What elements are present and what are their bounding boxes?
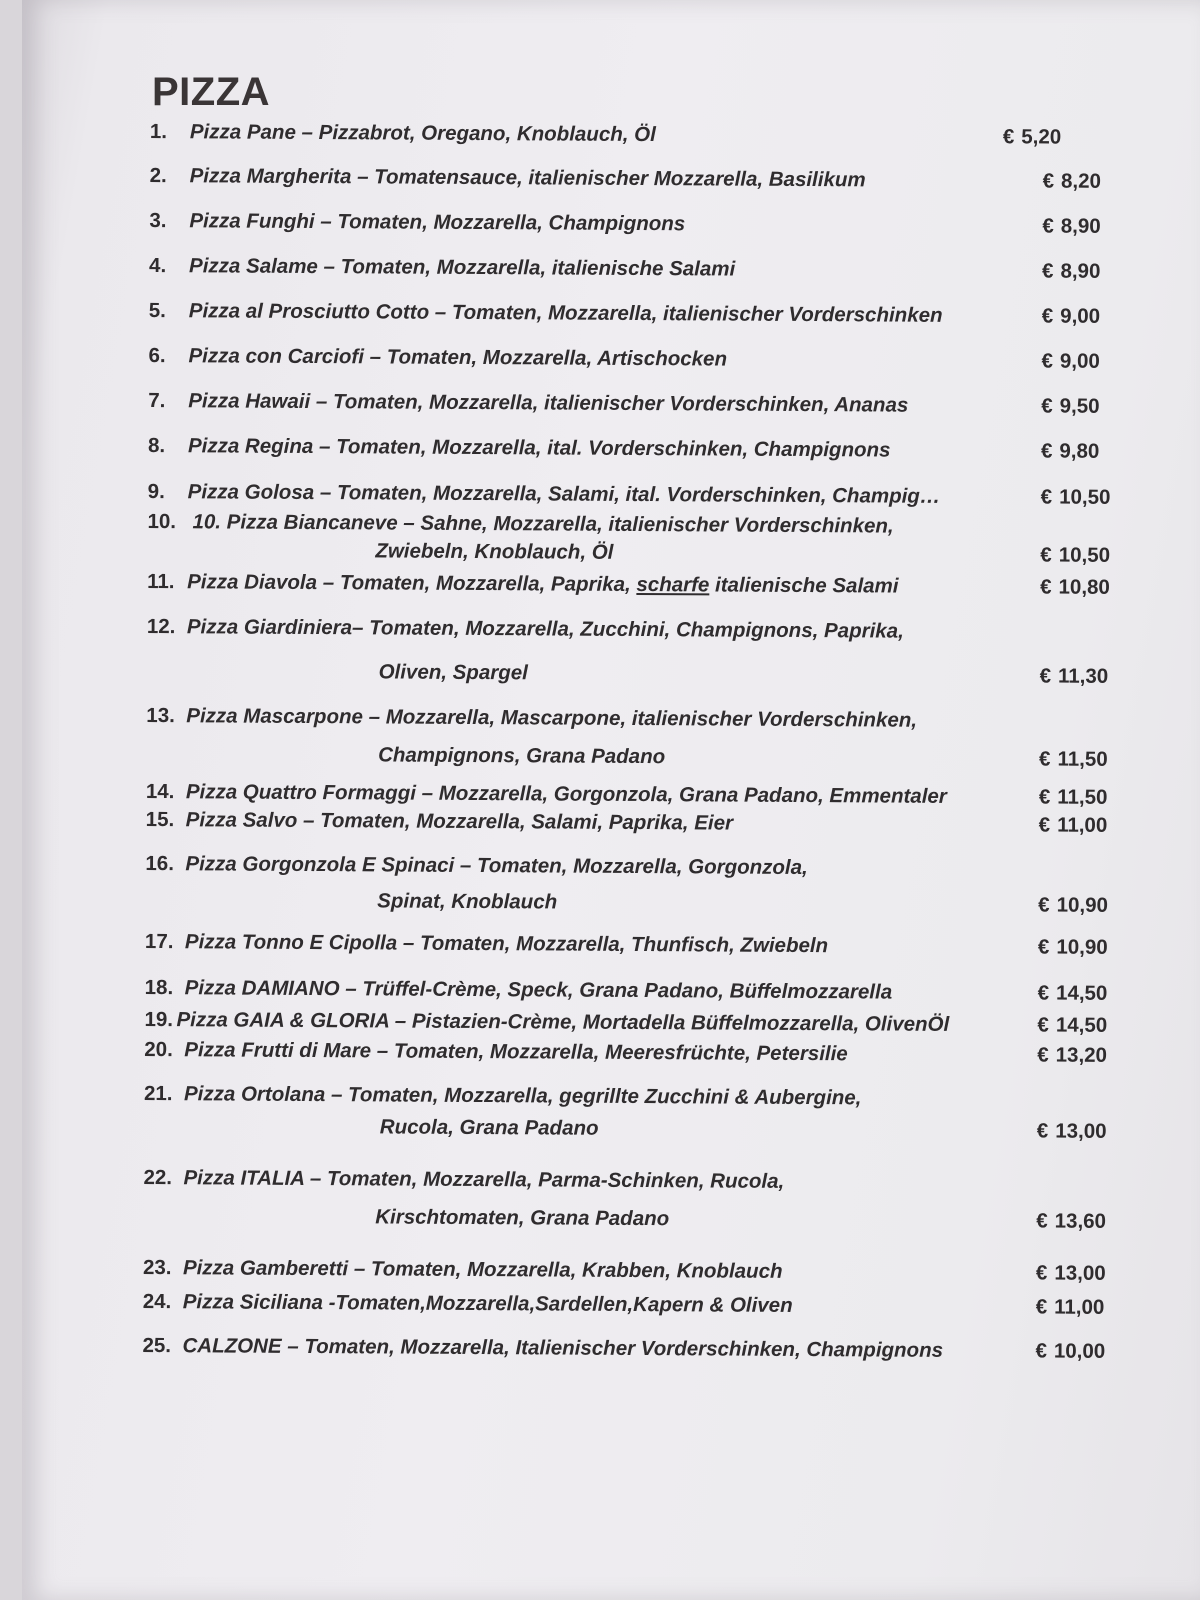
- item-price: € 9,00: [1041, 304, 1101, 328]
- item-price: € 10,90: [1037, 935, 1108, 959]
- item-name: Pizza Salame: [189, 254, 318, 279]
- item-description-continued: Oliven, Spargel: [378, 660, 528, 685]
- item-description: Pistazien-Crème, Mortadella Büffelmozzarella, OlivenÖl: [411, 1009, 950, 1036]
- item-price: € 14,50: [1037, 1013, 1108, 1037]
- item-number: 6.: [148, 343, 166, 368]
- item-description: Tomaten, Mozzarella, Champignons: [337, 210, 686, 236]
- item-description: Tomaten, Mozzarella, Gorgonzola,: [476, 854, 808, 880]
- item-price: € 10,80: [1040, 575, 1110, 599]
- item-name: Pizza Frutti di Mare: [184, 1038, 372, 1063]
- item-number: 23.: [142, 1255, 172, 1280]
- menu-item: 17. Pizza Tonno E Cipolla – Tomaten, Mozzarella, Thunfisch, Zwiebeln € 10,90: [145, 928, 1130, 962]
- item-name: Pizza Regina: [187, 434, 314, 459]
- item-description: Tomaten, Mozzarella, italienischer Vorderschinken, Ananas: [332, 390, 909, 417]
- item-number: 20.: [144, 1037, 173, 1062]
- menu-item: 12. Pizza Giardiniera– Tomaten, Mozzarella, Zucchini, Champignons, Paprika, Oliven, Spargel € 11,30: [147, 613, 1132, 691]
- item-description: Tomaten, Mozzarella, Krabben, Knoblauch: [370, 1257, 783, 1283]
- item-description: Tomaten, Mozzarella, Salami, Paprika, Eier: [320, 809, 734, 835]
- item-description: Tomaten, Mozzarella, italienischer Vorderschinken: [451, 300, 943, 327]
- item-description: Tomaten, Mozzarella, Parma-Schinken, Rucola,: [326, 1167, 785, 1193]
- item-name: Pizza Funghi: [189, 209, 315, 234]
- item-number: 12.: [146, 614, 176, 639]
- item-description: Tomaten, Mozzarella, italienische Salami: [340, 255, 736, 281]
- item-number: 19.: [144, 1007, 174, 1032]
- item-description-continued: Champignons, Grana Padano: [378, 743, 666, 769]
- item-name: Pizza DAMIANO: [184, 976, 340, 1001]
- item-number: 10.: [147, 509, 177, 534]
- item-number: 4.: [149, 253, 167, 278]
- menu-item: 23. Pizza Gamberetti – Tomaten, Mozzarella, Krabben, Knoblauch € 13,00: [143, 1254, 1128, 1288]
- item-number: 21.: [143, 1081, 173, 1106]
- item-number: 5.: [148, 298, 167, 323]
- menu-item: 6. Pizza con Carciofi – Tomaten, Mozzarella, Artischocken € 9,00: [148, 342, 1133, 376]
- item-name: Pizza Siciliana: [182, 1290, 323, 1315]
- item-number: 14.: [145, 779, 175, 804]
- item-name: Pizza con Carciofi: [188, 344, 365, 369]
- item-name: Pizza Mascarpone: [186, 704, 364, 729]
- item-description: Sahne, Mozzarella, italienischer Vorderschinken,: [420, 511, 894, 538]
- item-description: Tomaten, Mozzarella, ital. Vorderschinken, Champignons: [336, 435, 891, 462]
- menu-item: 14. Pizza Quattro Formaggi – Mozzarella, Gorgonzola, Grana Padano, Emmentaler € 11,50: [146, 778, 1131, 812]
- item-name: Pizza Quattro Formaggi: [185, 780, 417, 805]
- item-description: Tomatensauce, italienischer Mozzarella, Basilikum: [374, 165, 866, 192]
- item-name: Pizza Margherita: [189, 164, 352, 189]
- item-description: Tomaten, Mozzarella, Salami, ital. Vorderschinken, Champig…: [336, 481, 941, 508]
- item-description-continued: Zwiebeln, Knoblauch, Öl: [375, 539, 614, 564]
- item-price: € 13,60: [1036, 1209, 1107, 1233]
- item-description-continued: Rucola, Grana Padano: [379, 1115, 599, 1140]
- item-price: € 10,50: [1040, 543, 1111, 567]
- item-name: Pizza Gamberetti: [182, 1256, 349, 1281]
- menu-item: 7. Pizza Hawaii – Tomaten, Mozzarella, italienischer Vorderschinken, Ananas € 9,50: [148, 387, 1133, 421]
- menu-item: 25. CALZONE – Tomaten, Mozzarella, Italienischer Vorderschinken, Champignons € 10,00: [142, 1332, 1127, 1366]
- item-price: € 11,50: [1038, 785, 1108, 809]
- item-name: Pizza Gorgonzola E Spinaci: [185, 852, 455, 877]
- menu-item: 3. Pizza Funghi – Tomaten, Mozzarella, Champignons € 8,90: [149, 207, 1134, 241]
- item-price: € 5,20: [1002, 125, 1062, 149]
- pizza-menu-list: [142, 118, 1135, 1384]
- menu-item: 24. Pizza Siciliana -Tomaten,Mozzarella,Sardellen,Kapern & Oliven € 11,00: [143, 1288, 1128, 1322]
- item-price: € 10,50: [1040, 485, 1111, 509]
- item-price: € 13,00: [1035, 1261, 1106, 1285]
- menu-item: 18. Pizza DAMIANO – Trüffel-Crème, Speck, Grana Padano, Büffelmozzarella € 14,50: [145, 974, 1130, 1008]
- item-price: € 11,50: [1039, 747, 1108, 771]
- item-description: Tomaten, Mozzarella, Meeresfrüchte, Petersilie: [393, 1039, 848, 1066]
- item-number: 18.: [144, 975, 174, 1000]
- menu-item: 2. Pizza Margherita – Tomatensauce, italienischer Mozzarella, Basilikum € 8,20: [150, 162, 1135, 196]
- menu-item: 8. Pizza Regina – Tomaten, Mozzarella, ital. Vorderschinken, Champignons € 9,80: [148, 432, 1133, 466]
- item-name: Pizza Salvo: [185, 808, 298, 832]
- menu-item: 11. Pizza Diavola – Tomaten, Mozzarella, Paprika, scharfe italienische Salami € 10,80: [147, 568, 1132, 602]
- item-number: 13.: [146, 703, 175, 728]
- menu-page: [22, 0, 1200, 1600]
- item-number: 1.: [149, 119, 168, 144]
- item-description-continued: Kirschtomaten, Grana Padano: [375, 1205, 670, 1231]
- page-title: PIZZA: [152, 70, 271, 114]
- item-name: Pizza Giardiniera: [186, 615, 353, 640]
- item-description-continued: Spinat, Knoblauch: [377, 889, 558, 914]
- item-number: 11.: [147, 569, 175, 594]
- menu-item: 9. Pizza Golosa – Tomaten, Mozzarella, Salami, ital. Vorderschinken, Champig… € 10,50: [148, 478, 1133, 512]
- item-description: Mozzarella, Gorgonzola, Grana Padano, Emmentaler: [438, 781, 947, 808]
- menu-item: 16. Pizza Gorgonzola E Spinaci – Tomaten, Mozzarella, Gorgonzola, Spinat, Knoblauch € 10,90: [145, 850, 1130, 920]
- item-name: Pizza ITALIA: [183, 1166, 305, 1190]
- item-number: 15.: [145, 807, 175, 832]
- item-description: Tomaten, Mozzarella, Zucchini, Champignons, Paprika,: [369, 616, 904, 643]
- item-description: Tomaten, Mozzarella, Thunfisch, Zwiebeln: [419, 931, 829, 958]
- menu-item: 20. Pizza Frutti di Mare – Tomaten, Mozzarella, Meeresfrüchte, Petersilie € 13,20: [144, 1036, 1129, 1070]
- item-price: € 10,90: [1038, 893, 1108, 917]
- menu-item: 1. Pizza Pane – Pizzabrot, Oregano, Knoblauch, Öl € 5,20: [150, 118, 1135, 152]
- item-name: Pizza Ortolana: [183, 1082, 326, 1107]
- item-description: Tomaten, Mozzarella, Artischocken: [386, 345, 728, 371]
- item-number: 8.: [147, 433, 166, 458]
- item-price: € 8,90: [1042, 259, 1101, 283]
- item-name: Pizza Golosa: [187, 480, 315, 505]
- item-description: Tomaten, Mozzarella, gegrillte Zucchini & Aubergine,: [348, 1083, 862, 1110]
- item-price: € 10,00: [1035, 1339, 1106, 1363]
- item-price: € 8,20: [1042, 169, 1102, 193]
- item-number: 24.: [142, 1289, 172, 1314]
- item-number: 9.: [147, 479, 165, 504]
- item-price: € 11,00: [1035, 1295, 1105, 1319]
- item-name: Pizza Hawaii: [188, 389, 311, 413]
- item-description: Pizzabrot, Oregano, Knoblauch, Öl: [318, 121, 656, 147]
- item-name: Pizza GAIA & GLORIA: [176, 1008, 390, 1033]
- item-price: € 11,00: [1038, 813, 1108, 837]
- item-number: 3.: [149, 208, 167, 233]
- item-number: 2.: [149, 163, 167, 188]
- menu-item: 21. Pizza Ortolana – Tomaten, Mozzarella, gegrillte Zucchini & Aubergine, Rucola, Grana Padano € 13,00: [144, 1080, 1129, 1146]
- item-number: 22.: [143, 1165, 173, 1190]
- item-name: Pizza Diavola: [187, 570, 318, 595]
- item-number: 25.: [142, 1333, 172, 1358]
- item-price: € 8,90: [1042, 214, 1101, 238]
- item-price: € 9,50: [1041, 394, 1100, 418]
- item-description: Tomaten, Mozzarella, Italienischer Vorderschinken, Champignons: [304, 1334, 944, 1362]
- item-description: Tomaten, Mozzarella, Paprika, scharfe italienische Salami: [339, 571, 899, 598]
- item-price: € 9,00: [1041, 349, 1100, 373]
- menu-item: 4. Pizza Salame – Tomaten, Mozzarella, italienische Salami € 8,90: [149, 252, 1134, 286]
- item-description: Tomaten,Mozzarella,Sardellen,Kapern & Oliven: [335, 1291, 793, 1317]
- item-price: € 13,20: [1037, 1043, 1108, 1067]
- menu-item: 10. 10. Pizza Biancaneve – Sahne, Mozzarella, italienischer Vorderschinken, Zwiebeln, Knoblauch, Öl € 10,50: [147, 508, 1132, 570]
- menu-item: 22. Pizza ITALIA – Tomaten, Mozzarella, Parma-Schinken, Rucola, Kirschtomaten, Grana Padano € 13,60: [143, 1164, 1128, 1236]
- item-number: 16.: [145, 851, 175, 876]
- menu-item: 15. Pizza Salvo – Tomaten, Mozzarella, Salami, Paprika, Eier € 11,00: [146, 806, 1131, 840]
- item-name: Pizza Pane: [189, 120, 296, 144]
- item-name: 10. Pizza Biancaneve: [192, 510, 398, 535]
- item-description: Mozzarella, Mascarpone, italienischer Vorderschinken,: [385, 705, 918, 732]
- item-price: € 13,00: [1036, 1119, 1107, 1143]
- item-number: 17.: [144, 929, 174, 954]
- item-price: € 11,30: [1039, 664, 1109, 688]
- item-price: € 9,80: [1040, 439, 1100, 463]
- item-name: CALZONE: [182, 1334, 282, 1358]
- item-name: Pizza al Prosciutto Cotto: [188, 299, 430, 324]
- menu-item: 13. Pizza Mascarpone – Mozzarella, Mascarpone, italienischer Vorderschinken, Champignons, Grana Padano € 11,50: [146, 702, 1131, 774]
- item-name: Pizza Tonno E Cipolla: [184, 930, 398, 955]
- menu-item: 5. Pizza al Prosciutto Cotto – Tomaten, Mozzarella, italienischer Vorderschinken € 9,00: [149, 297, 1134, 331]
- item-price: € 14,50: [1037, 981, 1108, 1005]
- item-description: Trüffel-Crème, Speck, Grana Padano, Büffelmozzarella: [362, 977, 893, 1004]
- item-number: 7.: [148, 388, 166, 413]
- menu-item: 19. Pizza GAIA & GLORIA – Pistazien-Crème, Mortadella Büffelmozzarella, OlivenÖl € 14,50: [144, 1006, 1129, 1040]
